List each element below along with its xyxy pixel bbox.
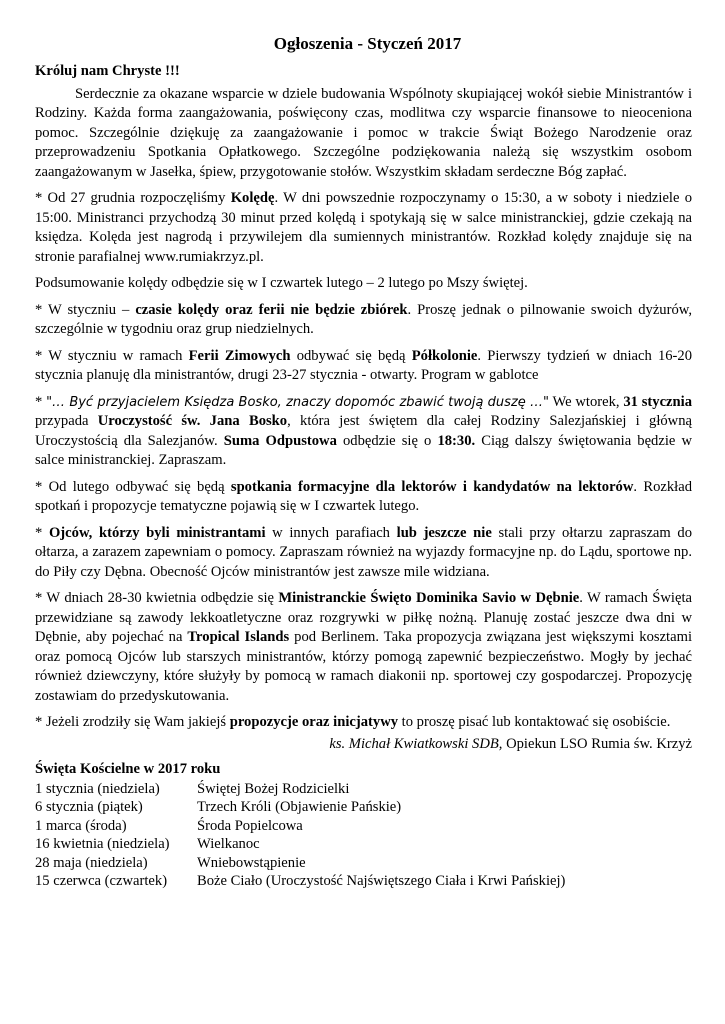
holiday-name: Boże Ciało (Uroczystość Najświętszego Ciała i Krwi Pańskiej): [197, 873, 566, 889]
bosko-quote: "… Być przyjacielem Księdza Bosko, znaczy dopomóc zbawić twoją duszę …": [46, 394, 550, 410]
holiday-name: Wielkanoc: [197, 836, 260, 852]
holiday-date: 16 kwietnia (niedziela): [35, 836, 170, 852]
koleda-paragraph: * Od 27 grudnia rozpoczęliśmy Kolędę. W dni powszednie rozpoczynamy o 15:30, a w soboty i niedziele o 15:00. Ministranci przychodzą 30 minut przed kolędą i spotykają się w salce ministranckiej, gdzie czekają na księdza. Kolęda jest nagrodą i przywilejem dla sumiennych ministrantów. Rozkład kolędy znajduje się na stronie parafialnej www.rumiakrzyz.pl.: [35, 190, 693, 265]
zbiorki-paragraph: * W styczniu – czasie kolędy oraz ferii nie będzie zbiórek. Proszę jednak o pilnowanie swoich dyżurów, szczególnie w tygodniu oraz grup niedzielnych.: [35, 301, 692, 337]
intro-paragraph: Serdecznie za okazane wsparcie w dziele budowania Wspólnoty skupiającej wokół siebie Ministrantów i Rodziny. Każda forma zaangażowania, poświęcony czas, modlitwa czy wsparcie finansowe to nieoceniona pomoc. Szczególnie dziękuję za zaangażowanie i pomoc w trakcie Świąt Bożego Narodzenie oraz przeprowadzeniu Spotkania Opłatkowego. Szczególne podziękowania należą się wszystkim osobom zaangażowanym w Jasełka, śpiew, przygotowanie stołów. Wszystkim składam serdeczne Bóg zapłać.: [35, 85, 692, 180]
holiday-date: 6 stycznia (piątek): [35, 799, 143, 815]
holiday-date: 1 stycznia (niedziela): [35, 780, 160, 797]
holiday-row: [35, 798, 692, 817]
holiday-row: [35, 854, 692, 873]
holiday-row: [35, 872, 692, 891]
holiday-date: 28 maja (niedziela): [35, 854, 148, 871]
page-title: Ogłoszenia - Styczeń 2017: [273, 34, 462, 53]
holiday-row: [35, 817, 692, 836]
greeting: Króluj nam Chryste !!!: [35, 63, 180, 79]
propozycje-paragraph: * Jeżeli zrodziły się Wam jakiejś propozycje oraz inicjatywy to proszę pisać lub kontaktować się osobiście.: [35, 714, 671, 730]
holiday-name: Świętej Bożej Rodzicielki: [197, 780, 350, 797]
holidays-list: [35, 780, 692, 891]
ojcowie-paragraph: * Ojców, którzy byli ministrantami w innych parafiach lub jeszcze nie stali przy ołtarzu zapraszam do ołtarza, a zarazem zapewniam o pomocy. Zapraszam również na wyjazdy formacyjne np. do Lądu, sportowe np. do Piły czy Dębna. Obecność Ojców ministrantów jest zawsze mile widziana.: [35, 524, 692, 580]
holiday-date: 1 marca (środa): [35, 817, 127, 834]
holiday-row: [35, 780, 692, 799]
holiday-name: Trzech Króli (Objawienie Pańskie): [197, 799, 402, 815]
holidays-title: Święta Kościelne w 2017 roku: [35, 761, 221, 777]
ferie-paragraph: * W styczniu w ramach Ferii Zimowych odbywać się będą Półkolonie. Pierwszy tydzień w dniach 16-20 stycznia planuję dla ministrantów, drugi 23-27 stycznia - otwarty. Program w gablotce: [35, 347, 692, 383]
holiday-row: [35, 835, 692, 854]
signature: ks. Michał Kwiatkowski SDB, Opiekun LSO Rumia św. Krzyż: [329, 735, 692, 752]
savio-paragraph: * W dniach 28-30 kwietnia odbędzie się Ministranckie Święto Dominika Savio w Dębnie. W ramach Święta przewidziane są zawody lekkoatletyczne oraz rozgrywki w piłkę nożną. Planuję zostać jeszcze dwa dni w Dębnie, aby pojechać na Tropical Islands pod Berlinem. Taka propozycja związana jest większymi kosztami oraz pomocą Ojców lub starszych ministrantów, którzy pomogą zapewnić bezpieczeństwo. Mogły by jechać również dziewczyny, które służyły by pomocą w ramach diakonii np. sportowej czy gospodarczej. Propozycję zostawiam do przedyskutowania.: [35, 590, 692, 704]
lektor-paragraph: * Od lutego odbywać się będą spotkania formacyjne dla lektorów i kandydatów na lektorów. Rozkład spotkań i propozycje tematyczne pojawią się w I czwartek lutego.: [35, 478, 692, 514]
bosko-paragraph: * "… Być przyjacielem Księdza Bosko, znaczy dopomóc zbawić twoją duszę …" We wtorek, 31 stycznia przypada Uroczystość św. Jana Bosko, która jest świętem dla całej Rodziny Salezjańskiej i główną Uroczystością dla Salezjanów. Suma Odpustowa odbędzie się o 18:30. Ciąg dalszy świętowania będzie w salce ministranckiej. Zapraszam.: [35, 393, 692, 468]
koleda-summary-paragraph: Podsumowanie kolędy odbędzie się w I czwartek lutego – 2 lutego po Mszy świętej.: [35, 275, 528, 291]
holiday-name: Środa Popielcowa: [197, 817, 303, 834]
holiday-name: Wniebowstąpienie: [197, 854, 306, 871]
holiday-date: 15 czerwca (czwartek): [35, 873, 168, 889]
